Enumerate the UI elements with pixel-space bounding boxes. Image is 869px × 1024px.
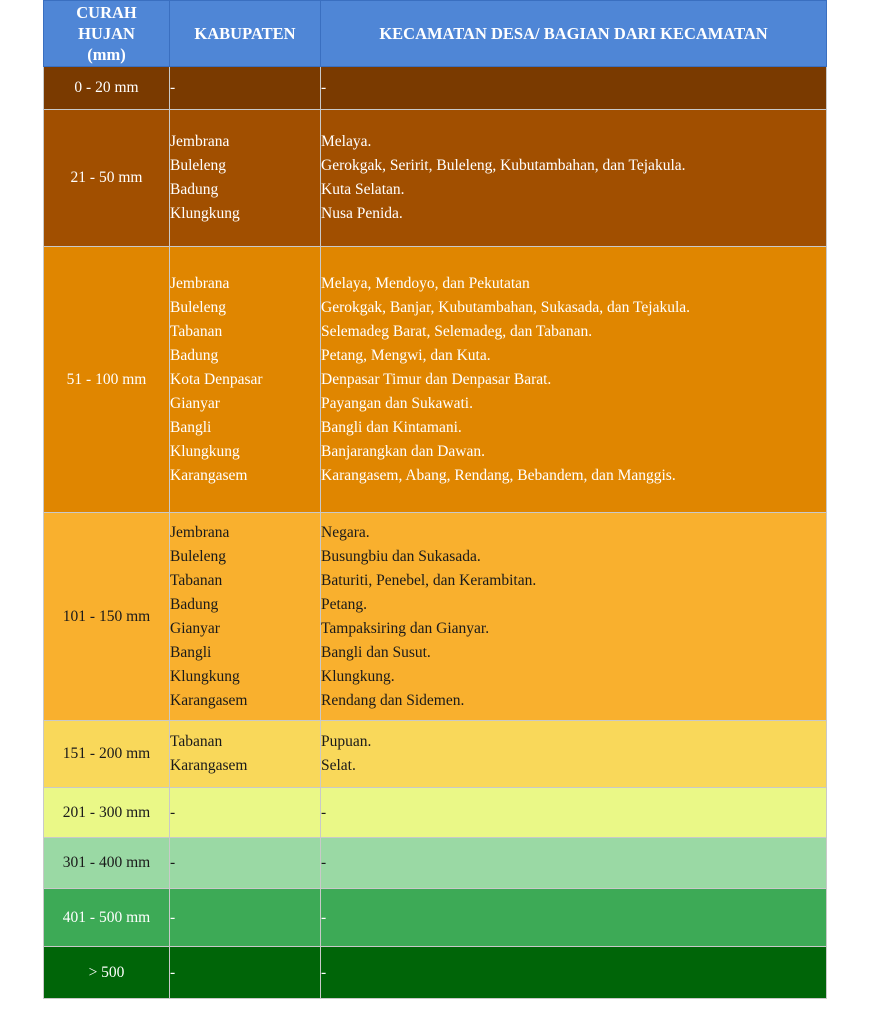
kabupaten-item: -: [170, 963, 176, 981]
kabupaten-item: Buleleng: [170, 298, 226, 316]
kabupaten-item: Gianyar: [170, 619, 220, 637]
rainfall-range-cell: 201 - 300 mm: [44, 788, 170, 838]
rainfall-range-cell: 301 - 400 mm: [44, 838, 170, 889]
header-kecamatan: KECAMATAN DESA/ BAGIAN DARI KECAMATAN: [321, 1, 827, 67]
rainfall-range-cell: 0 - 20 mm: [44, 67, 170, 110]
kecamatan-item: Payangan dan Sukawati.: [321, 394, 473, 412]
kabupaten-item: Kota Denpasar: [170, 370, 263, 388]
kabupaten-item: Gianyar: [170, 394, 220, 412]
kecamatan-item: -: [321, 854, 327, 871]
table-row: [44, 721, 827, 788]
kecamatan-item: Petang, Mengwi, dan Kuta.: [321, 346, 491, 364]
kabupaten-item: Badung: [170, 595, 219, 613]
table-row: [44, 838, 827, 889]
kecamatan-cell: [321, 247, 827, 513]
kabupaten-item: Klungkung: [170, 205, 240, 222]
kecamatan-item: Baturiti, Penebel, dan Kerambitan.: [321, 571, 537, 589]
kecamatan-cell: [321, 947, 827, 999]
table-body: [44, 67, 827, 999]
kecamatan-item: Gerokgak, Banjar, Kubutambahan, Sukasada, dan Tejakula.: [321, 298, 691, 316]
kecamatan-cell: [321, 788, 827, 838]
kecamatan-item: Busungbiu dan Sukasada.: [321, 547, 481, 565]
kabupaten-cell: [170, 889, 321, 947]
kecamatan-item: Denpasar Timur dan Denpasar Barat.: [321, 370, 552, 388]
header-row: [44, 1, 827, 67]
kecamatan-item: Pupuan.: [321, 733, 372, 750]
kecamatan-item: Bangli dan Susut.: [321, 643, 431, 661]
kabupaten-item: Klungkung: [170, 667, 240, 685]
kabupaten-item: Tabanan: [170, 733, 223, 750]
kabupaten-item: Jembrana: [170, 274, 230, 292]
table-row: [44, 788, 827, 838]
kecamatan-item: Melaya.: [321, 133, 372, 150]
kabupaten-item: Tabanan: [170, 322, 223, 340]
kecamatan-cell: [321, 513, 827, 721]
table-row: [44, 947, 827, 999]
kabupaten-item: Tabanan: [170, 571, 223, 589]
kecamatan-item: -: [321, 908, 327, 926]
rainfall-range-cell: 101 - 150 mm: [44, 513, 170, 721]
kecamatan-item: Petang.: [321, 595, 368, 613]
kecamatan-cell: [321, 110, 827, 247]
rainfall-range-cell: 51 - 100 mm: [44, 247, 170, 513]
rainfall-range-cell: 401 - 500 mm: [44, 889, 170, 947]
header-curah-hujan-line: (mm): [87, 45, 126, 64]
kecamatan-item: Gerokgak, Seririt, Buleleng, Kubutambahan, dan Tejakula.: [321, 157, 686, 174]
kabupaten-item: Bangli: [170, 643, 212, 661]
rainfall-table: [43, 0, 827, 999]
kabupaten-cell: [170, 67, 321, 110]
rainfall-range-cell: 151 - 200 mm: [44, 721, 170, 788]
kabupaten-item: Karangasem: [170, 466, 248, 484]
kecamatan-item: Melaya, Mendoyo, dan Pekutatan: [321, 274, 530, 292]
table-row: [44, 889, 827, 947]
kabupaten-cell: [170, 513, 321, 721]
kecamatan-item: Banjarangkan dan Dawan.: [321, 442, 485, 460]
kecamatan-item: Bangli dan Kintamani.: [321, 418, 462, 436]
kabupaten-cell: [170, 838, 321, 889]
kecamatan-item: Rendang dan Sidemen.: [321, 691, 465, 709]
kabupaten-item: Badung: [170, 346, 219, 364]
kabupaten-cell: [170, 110, 321, 247]
kecamatan-cell: [321, 889, 827, 947]
table-row: [44, 513, 827, 721]
kabupaten-item: Klungkung: [170, 442, 240, 460]
kabupaten-item: Buleleng: [170, 547, 226, 565]
kecamatan-cell: [321, 838, 827, 889]
header-kabupaten: KABUPATEN: [170, 1, 321, 67]
kecamatan-item: Tampaksiring dan Gianyar.: [321, 619, 490, 637]
kecamatan-item: Negara.: [321, 523, 370, 541]
kabupaten-cell: [170, 788, 321, 838]
kabupaten-item: Karangasem: [170, 757, 248, 774]
header-curah-hujan: [44, 1, 170, 67]
kabupaten-cell: [170, 947, 321, 999]
kabupaten-item: -: [170, 908, 176, 926]
table-row: [44, 67, 827, 110]
kabupaten-item: -: [170, 79, 176, 96]
kecamatan-item: Selemadeg Barat, Selemadeg, dan Tabanan.: [321, 322, 593, 340]
header-curah-hujan-line: CURAH: [76, 3, 137, 22]
table-row: [44, 110, 827, 247]
kecamatan-item: -: [321, 963, 327, 981]
kecamatan-item: Kuta Selatan.: [321, 181, 405, 198]
kecamatan-item: Karangasem, Abang, Rendang, Bebandem, dan Manggis.: [321, 466, 676, 484]
header-curah-hujan-line: HUJAN: [78, 24, 135, 43]
kabupaten-cell: [170, 721, 321, 788]
kecamatan-item: -: [321, 803, 327, 821]
kabupaten-item: Karangasem: [170, 691, 248, 709]
rainfall-range-cell: > 500: [44, 947, 170, 999]
kecamatan-item: -: [321, 79, 327, 96]
kabupaten-item: Buleleng: [170, 157, 226, 174]
kecamatan-item: Selat.: [321, 757, 356, 774]
kecamatan-item: Nusa Penida.: [321, 205, 403, 222]
kabupaten-item: -: [170, 803, 176, 821]
kecamatan-cell: [321, 67, 827, 110]
kabupaten-cell: [170, 247, 321, 513]
table-row: [44, 247, 827, 513]
kabupaten-item: Bangli: [170, 418, 212, 436]
rainfall-range-cell: 21 - 50 mm: [44, 110, 170, 247]
kabupaten-item: Jembrana: [170, 133, 230, 150]
kabupaten-item: -: [170, 854, 176, 871]
kecamatan-cell: [321, 721, 827, 788]
kecamatan-item: Klungkung.: [321, 667, 395, 685]
kabupaten-item: Badung: [170, 181, 219, 198]
kabupaten-item: Jembrana: [170, 523, 230, 541]
